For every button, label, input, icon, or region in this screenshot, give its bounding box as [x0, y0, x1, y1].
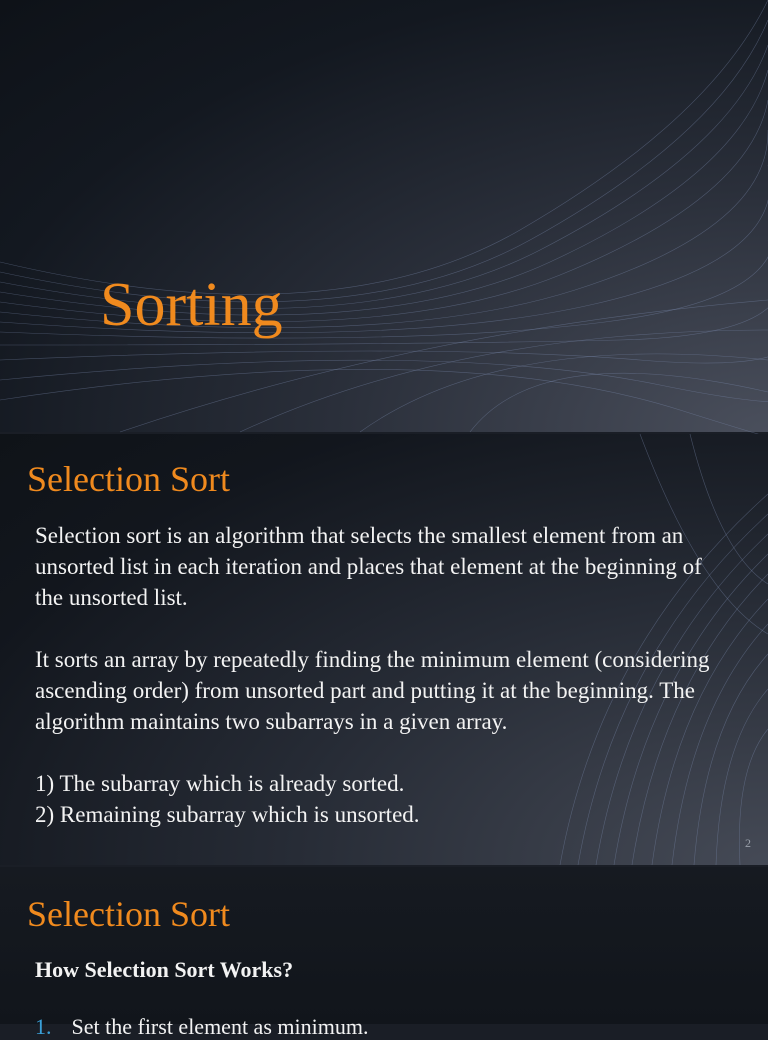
selection-sort-steps-slide [0, 867, 768, 1039]
subheading: How Selection Sort Works? [35, 957, 294, 982]
title-slide [0, 0, 768, 432]
slide-title-sorting: Sorting [100, 271, 283, 339]
list-item-step-1 [35, 1014, 368, 1040]
slide-title: Selection Sort [27, 459, 230, 499]
slide-number: 2 [745, 836, 751, 850]
paragraph-explanation: It sorts an array by repeatedly finding the minimum element (considering ascending order) from unsorted part and putting it at the beginning. The algorithm maintains two subarrays in a given array. [35, 647, 710, 734]
slide-body [35, 520, 725, 830]
slide-title: Selection Sort [27, 894, 230, 934]
list-text: Set the first element as minimum. [71, 1014, 369, 1039]
list-item-unsorted: 2) Remaining subarray which is unsorted. [35, 802, 420, 827]
paragraph-definition: Selection sort is an algorithm that selects the smallest element from an unsorted list in each iteration and places that element at the beginning of the unsorted list. [35, 523, 702, 610]
selection-sort-slide [0, 434, 768, 865]
list-number: 1. [35, 1014, 52, 1039]
list-item-sorted: 1) The subarray which is already sorted. [35, 771, 405, 796]
decorative-curve-lines [0, 0, 768, 432]
